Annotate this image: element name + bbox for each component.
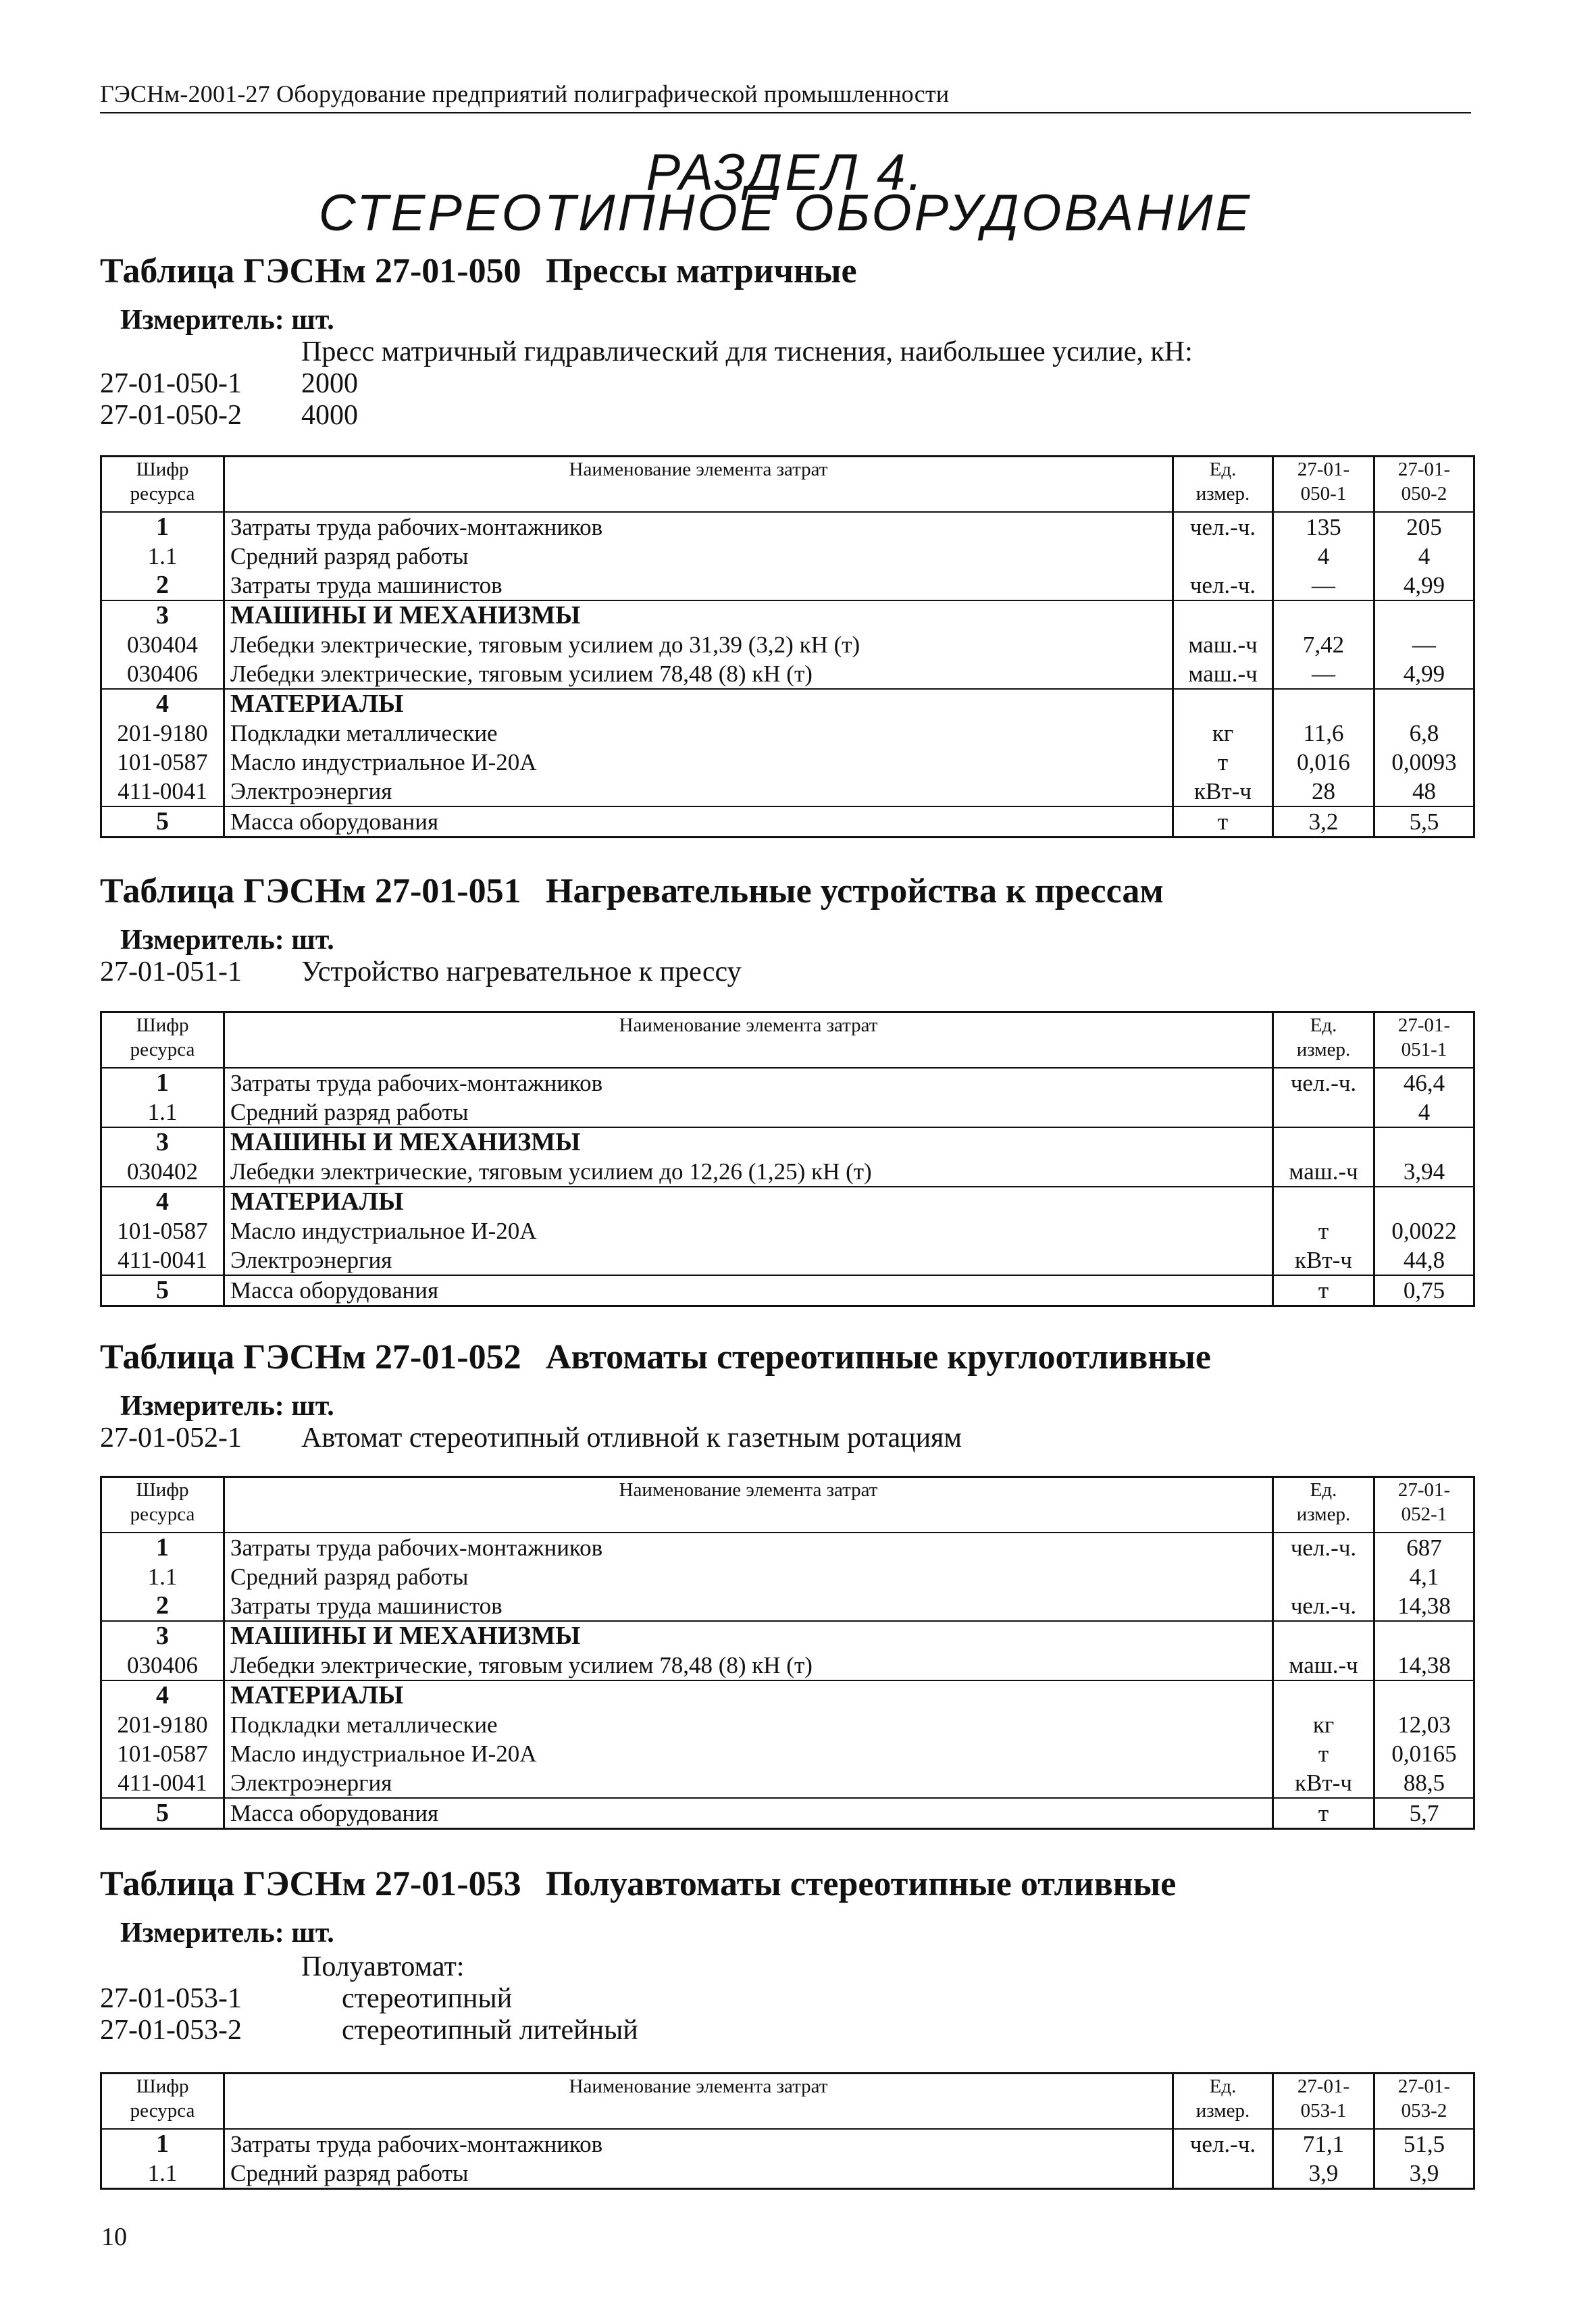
cell-name: Затраты труда рабочих-монтажников bbox=[224, 512, 1173, 542]
table-header-row bbox=[101, 1477, 1474, 1533]
cell-name: Средний разряд работы bbox=[224, 2159, 1173, 2189]
cell-value-1: 4 bbox=[1273, 542, 1374, 571]
table-row bbox=[101, 1157, 1474, 1187]
cell-unit: кВт-ч bbox=[1173, 777, 1273, 806]
table-row bbox=[101, 719, 1474, 748]
table-053-item bbox=[100, 1982, 1485, 2015]
cell-value-2: 4,99 bbox=[1374, 571, 1474, 600]
cell-cipher: 1 bbox=[101, 512, 224, 542]
cell-value-1: 0,0165 bbox=[1374, 1739, 1474, 1768]
cell-name: Лебедки электрические, тяговым усилием 78,48 (8) кН (т) bbox=[224, 659, 1173, 689]
table-row bbox=[101, 748, 1474, 777]
cell-unit: т bbox=[1273, 1275, 1374, 1306]
cell-cipher: 4 bbox=[101, 1680, 224, 1710]
cell-unit: чел.-ч. bbox=[1173, 2129, 1273, 2159]
cell-name: МАТЕРИАЛЫ bbox=[224, 1187, 1273, 1216]
cell-unit bbox=[1173, 542, 1273, 571]
header-name: Наименование элемента затрат bbox=[224, 1012, 1273, 1069]
cell-value-1 bbox=[1273, 689, 1374, 719]
cell-value-1: — bbox=[1273, 659, 1374, 689]
cell-name: Затраты труда рабочих-монтажников bbox=[224, 2129, 1173, 2159]
cell-name: Затраты труда машинистов bbox=[224, 1591, 1273, 1621]
cell-name: Лебедки электрические, тяговым усилием до 31,39 (3,2) кН (т) bbox=[224, 630, 1173, 659]
table-050-code: Таблица ГЭСНм 27-01-050 bbox=[100, 252, 521, 290]
cell-value-1: 687 bbox=[1374, 1533, 1474, 1562]
header-name: Наименование элемента затрат bbox=[224, 457, 1173, 513]
cell-cipher: 101-0587 bbox=[101, 1739, 224, 1768]
cell-unit bbox=[1273, 1621, 1374, 1651]
item-text: Устройство нагревательное к прессу bbox=[301, 956, 742, 987]
cell-value-1: 44,8 bbox=[1374, 1245, 1474, 1275]
table-row bbox=[101, 630, 1474, 659]
table-052-item bbox=[100, 1422, 1485, 1454]
cell-unit: т bbox=[1273, 1798, 1374, 1829]
cell-value-1 bbox=[1374, 1187, 1474, 1216]
cell-unit: маш.-ч bbox=[1273, 1157, 1374, 1187]
cell-value-2: 3,9 bbox=[1374, 2159, 1474, 2189]
cell-unit: т bbox=[1173, 748, 1273, 777]
cell-unit: чел.-ч. bbox=[1173, 512, 1273, 542]
cell-unit bbox=[1173, 2159, 1273, 2189]
item-code: 27-01-050-2 bbox=[100, 400, 242, 431]
cell-value-1 bbox=[1374, 1127, 1474, 1157]
table-053-code: Таблица ГЭСНм 27-01-053 bbox=[100, 1865, 521, 1903]
table-row bbox=[101, 1098, 1474, 1127]
item-code: 27-01-053-1 bbox=[100, 1983, 242, 2014]
cell-name: Подкладки металлические bbox=[224, 1710, 1273, 1739]
table-050-item bbox=[100, 399, 1485, 432]
cell-value-2: 6,8 bbox=[1374, 719, 1474, 748]
table-row bbox=[101, 542, 1474, 571]
cell-value-2: 0,0093 bbox=[1374, 748, 1474, 777]
cell-value-1 bbox=[1374, 1621, 1474, 1651]
table-row bbox=[101, 1591, 1474, 1621]
table-row bbox=[101, 806, 1474, 838]
cell-name: МАШИНЫ И МЕХАНИЗМЫ bbox=[224, 600, 1173, 630]
table-050-name: Прессы матричные bbox=[546, 252, 857, 290]
cell-value-1: 4 bbox=[1374, 1098, 1474, 1127]
cell-name: Подкладки металлические bbox=[224, 719, 1173, 748]
table-row bbox=[101, 1275, 1474, 1306]
cell-value-1 bbox=[1273, 600, 1374, 630]
cell-name: Лебедки электрические, тяговым усилием до 12,26 (1,25) кН (т) bbox=[224, 1157, 1273, 1187]
table-row bbox=[101, 1710, 1474, 1739]
table-row bbox=[101, 689, 1474, 719]
table-052-measure: Измеритель: шт. bbox=[120, 1391, 334, 1422]
table-053-name: Полуавтоматы стереотипные отливные bbox=[546, 1865, 1177, 1903]
cell-unit: кг bbox=[1273, 1710, 1374, 1739]
cell-name: Лебедки электрические, тяговым усилием 78,48 (8) кН (т) bbox=[224, 1651, 1273, 1680]
cell-value-2: — bbox=[1374, 630, 1474, 659]
cell-value-2: 4,99 bbox=[1374, 659, 1474, 689]
table-header-row bbox=[101, 2074, 1474, 2130]
cell-unit bbox=[1273, 1187, 1374, 1216]
cell-name: Средний разряд работы bbox=[224, 1098, 1273, 1127]
item-text: стереотипный литейный bbox=[342, 2015, 638, 2046]
item-text: 2000 bbox=[301, 368, 358, 399]
cell-unit: чел.-ч. bbox=[1173, 571, 1273, 600]
cell-cipher: 201-9180 bbox=[101, 1710, 224, 1739]
cell-value-1: 71,1 bbox=[1273, 2129, 1374, 2159]
cell-cipher: 1.1 bbox=[101, 1562, 224, 1591]
table-051-name: Нагревательные устройства к прессам bbox=[546, 872, 1164, 910]
cell-cipher: 3 bbox=[101, 1127, 224, 1157]
section-number: РАЗДЕЛ 4. bbox=[646, 144, 925, 201]
header-unit: Ед. измер. bbox=[1173, 457, 1273, 513]
cell-value-2 bbox=[1374, 600, 1474, 630]
cell-unit: маш.-ч bbox=[1173, 659, 1273, 689]
cell-cipher: 101-0587 bbox=[101, 1216, 224, 1245]
header-col-1: 27-01- 052-1 bbox=[1374, 1477, 1474, 1533]
header-col-2: 27-01- 053-2 bbox=[1374, 2074, 1474, 2130]
table-row bbox=[101, 1187, 1474, 1216]
item-code: 27-01-050-1 bbox=[100, 368, 242, 399]
table-row bbox=[101, 512, 1474, 542]
header-name: Наименование элемента затрат bbox=[224, 2074, 1173, 2130]
cell-cipher: 101-0587 bbox=[101, 748, 224, 777]
cell-value-2: 205 bbox=[1374, 512, 1474, 542]
cell-value-1: 3,94 bbox=[1374, 1157, 1474, 1187]
cell-cipher: 030406 bbox=[101, 659, 224, 689]
table-053-measure: Измеритель: шт. bbox=[120, 1918, 334, 1949]
cell-cipher: 2 bbox=[101, 571, 224, 600]
table-051-item bbox=[100, 956, 1485, 988]
cell-cipher: 1.1 bbox=[101, 2159, 224, 2189]
cell-unit: чел.-ч. bbox=[1273, 1068, 1374, 1098]
cell-value-1: 0,75 bbox=[1374, 1275, 1474, 1306]
item-text: стереотипный bbox=[342, 1983, 513, 2014]
table-row bbox=[101, 1127, 1474, 1157]
cell-unit: маш.-ч bbox=[1273, 1651, 1374, 1680]
cell-unit bbox=[1273, 1680, 1374, 1710]
cell-unit bbox=[1273, 1562, 1374, 1591]
cell-unit: кг bbox=[1173, 719, 1273, 748]
table-row bbox=[101, 1562, 1474, 1591]
table-row bbox=[101, 1068, 1474, 1098]
cell-value-1: 14,38 bbox=[1374, 1591, 1474, 1621]
table-052-code: Таблица ГЭСНм 27-01-052 bbox=[100, 1338, 521, 1377]
cell-name: МАШИНЫ И МЕХАНИЗМЫ bbox=[224, 1621, 1273, 1651]
table-053-item bbox=[100, 2014, 1485, 2047]
cell-value-1: 88,5 bbox=[1374, 1768, 1474, 1798]
table-051 bbox=[100, 1011, 1475, 1307]
cell-cipher: 411-0041 bbox=[101, 1768, 224, 1798]
cell-name: Масло индустриальное И-20А bbox=[224, 1216, 1273, 1245]
table-053 bbox=[100, 2072, 1475, 2190]
item-text: 4000 bbox=[301, 400, 358, 431]
cell-cipher: 1 bbox=[101, 1068, 224, 1098]
page-number: 10 bbox=[101, 2223, 127, 2251]
header-name: Наименование элемента затрат bbox=[224, 1477, 1273, 1533]
header-unit: Ед. измер. bbox=[1273, 1477, 1374, 1533]
table-050-heading bbox=[100, 251, 1485, 291]
cell-name: МАТЕРИАЛЫ bbox=[224, 689, 1173, 719]
cell-unit bbox=[1173, 600, 1273, 630]
cell-cipher: 1.1 bbox=[101, 1098, 224, 1127]
table-row bbox=[101, 1533, 1474, 1562]
cell-unit bbox=[1173, 689, 1273, 719]
cell-name: Затраты труда машинистов bbox=[224, 571, 1173, 600]
header-cipher: Шифр ресурса bbox=[101, 457, 224, 513]
cell-value-2: 5,5 bbox=[1374, 806, 1474, 838]
cell-value-2: 51,5 bbox=[1374, 2129, 1474, 2159]
cell-value-1: 46,4 bbox=[1374, 1068, 1474, 1098]
cell-cipher: 5 bbox=[101, 1275, 224, 1306]
table-051-code: Таблица ГЭСНм 27-01-051 bbox=[100, 872, 521, 910]
cell-name: Затраты труда рабочих-монтажников bbox=[224, 1533, 1273, 1562]
table-053-heading bbox=[100, 1864, 1485, 1904]
table-row bbox=[101, 1739, 1474, 1768]
cell-cipher: 4 bbox=[101, 689, 224, 719]
cell-cipher: 1.1 bbox=[101, 542, 224, 571]
table-header-row bbox=[101, 457, 1474, 513]
table-row bbox=[101, 1798, 1474, 1829]
cell-cipher: 2 bbox=[101, 1591, 224, 1621]
table-row bbox=[101, 1245, 1474, 1275]
table-050 bbox=[100, 455, 1475, 838]
running-head: ГЭСНм-2001-27 Оборудование предприятий полиграфической промышленности bbox=[100, 80, 1471, 113]
cell-cipher: 411-0041 bbox=[101, 1245, 224, 1275]
table-row bbox=[101, 1621, 1474, 1651]
header-col-1: 27-01- 053-1 bbox=[1273, 2074, 1374, 2130]
table-050-description-line bbox=[100, 336, 1485, 368]
cell-cipher: 5 bbox=[101, 806, 224, 838]
cell-unit: кВт-ч bbox=[1273, 1245, 1374, 1275]
table-row bbox=[101, 1651, 1474, 1680]
table-050-measure: Измеритель: шт. bbox=[120, 305, 334, 336]
cell-name: Масса оборудования bbox=[224, 1798, 1273, 1829]
table-row bbox=[101, 600, 1474, 630]
cell-value-1: 135 bbox=[1273, 512, 1374, 542]
table-051-measure: Измеритель: шт. bbox=[120, 925, 334, 956]
table-051-heading bbox=[100, 871, 1485, 911]
cell-unit: т bbox=[1173, 806, 1273, 838]
cell-name: Масло индустриальное И-20А bbox=[224, 748, 1173, 777]
cell-unit bbox=[1273, 1098, 1374, 1127]
table-052-heading bbox=[100, 1337, 1485, 1377]
item-code: 27-01-052-1 bbox=[100, 1422, 242, 1454]
table-050-description: Пресс матричный гидравлический для тиснения, наибольшее усилие, кН: bbox=[301, 336, 1193, 367]
table-row bbox=[101, 1216, 1474, 1245]
header-unit: Ед. измер. bbox=[1173, 2074, 1273, 2130]
header-cipher: Шифр ресурса bbox=[101, 1012, 224, 1069]
header-col-1: 27-01- 051-1 bbox=[1374, 1012, 1474, 1069]
cell-cipher: 5 bbox=[101, 1798, 224, 1829]
cell-unit: чел.-ч. bbox=[1273, 1591, 1374, 1621]
table-row bbox=[101, 2159, 1474, 2189]
item-text: Автомат стереотипный отливной к газетным ротациям bbox=[301, 1422, 962, 1454]
cell-name: Масло индустриальное И-20А bbox=[224, 1739, 1273, 1768]
cell-cipher: 201-9180 bbox=[101, 719, 224, 748]
cell-value-1: 14,38 bbox=[1374, 1651, 1474, 1680]
header-cipher: Шифр ресурса bbox=[101, 2074, 224, 2130]
cell-cipher: 4 bbox=[101, 1187, 224, 1216]
table-row bbox=[101, 1680, 1474, 1710]
cell-unit bbox=[1273, 1127, 1374, 1157]
table-header-row bbox=[101, 1012, 1474, 1069]
table-052-name: Автоматы стереотипные круглоотливные bbox=[546, 1338, 1211, 1377]
cell-value-1: — bbox=[1273, 571, 1374, 600]
cell-name: Электроэнергия bbox=[224, 1245, 1273, 1275]
item-code: 27-01-051-1 bbox=[100, 956, 242, 987]
cell-unit: т bbox=[1273, 1216, 1374, 1245]
cell-value-1: 4,1 bbox=[1374, 1562, 1474, 1591]
cell-unit: т bbox=[1273, 1739, 1374, 1768]
cell-name: МАТЕРИАЛЫ bbox=[224, 1680, 1273, 1710]
cell-cipher: 030406 bbox=[101, 1651, 224, 1680]
header-unit: Ед. измер. bbox=[1273, 1012, 1374, 1069]
cell-name: Электроэнергия bbox=[224, 777, 1173, 806]
table-row bbox=[101, 659, 1474, 689]
table-052 bbox=[100, 1476, 1475, 1830]
header-col-2: 27-01- 050-2 bbox=[1374, 457, 1474, 513]
table-row bbox=[101, 571, 1474, 600]
cell-name: Электроэнергия bbox=[224, 1768, 1273, 1798]
cell-value-1: 3,2 bbox=[1273, 806, 1374, 838]
cell-value-1: 0,016 bbox=[1273, 748, 1374, 777]
item-code: 27-01-053-2 bbox=[100, 2015, 242, 2046]
header-cipher: Шифр ресурса bbox=[101, 1477, 224, 1533]
cell-cipher: 3 bbox=[101, 1621, 224, 1651]
cell-value-1: 5,7 bbox=[1374, 1798, 1474, 1829]
cell-cipher: 030404 bbox=[101, 630, 224, 659]
header-col-1: 27-01- 050-1 bbox=[1273, 457, 1374, 513]
cell-cipher: 1 bbox=[101, 1533, 224, 1562]
table-row bbox=[101, 777, 1474, 806]
cell-name: Затраты труда рабочих-монтажников bbox=[224, 1068, 1273, 1098]
cell-unit: маш.-ч bbox=[1173, 630, 1273, 659]
cell-cipher: 030402 bbox=[101, 1157, 224, 1187]
cell-value-2: 48 bbox=[1374, 777, 1474, 806]
table-053-description-line bbox=[100, 1951, 1485, 1983]
cell-cipher: 411-0041 bbox=[101, 777, 224, 806]
cell-cipher: 1 bbox=[101, 2129, 224, 2159]
table-050-item bbox=[100, 367, 1485, 400]
cell-name: Средний разряд работы bbox=[224, 1562, 1273, 1591]
cell-value-1: 28 bbox=[1273, 777, 1374, 806]
cell-unit: чел.-ч. bbox=[1273, 1533, 1374, 1562]
cell-name: Масса оборудования bbox=[224, 1275, 1273, 1306]
section-name: СТЕРЕОТИПНОЕ ОБОРУДОВАНИЕ bbox=[318, 184, 1253, 242]
cell-value-1: 3,9 bbox=[1273, 2159, 1374, 2189]
cell-name: Масса оборудования bbox=[224, 806, 1173, 838]
cell-value-2: 4 bbox=[1374, 542, 1474, 571]
cell-value-1: 7,42 bbox=[1273, 630, 1374, 659]
cell-name: МАШИНЫ И МЕХАНИЗМЫ bbox=[224, 1127, 1273, 1157]
cell-value-1: 12,03 bbox=[1374, 1710, 1474, 1739]
cell-value-1: 0,0022 bbox=[1374, 1216, 1474, 1245]
cell-value-1 bbox=[1374, 1680, 1474, 1710]
cell-cipher: 3 bbox=[101, 600, 224, 630]
table-row bbox=[101, 2129, 1474, 2159]
table-053-description: Полуавтомат: bbox=[301, 1951, 465, 1982]
cell-unit: кВт-ч bbox=[1273, 1768, 1374, 1798]
cell-value-2 bbox=[1374, 689, 1474, 719]
cell-value-1: 11,6 bbox=[1273, 719, 1374, 748]
cell-name: Средний разряд работы bbox=[224, 542, 1173, 571]
table-row bbox=[101, 1768, 1474, 1798]
